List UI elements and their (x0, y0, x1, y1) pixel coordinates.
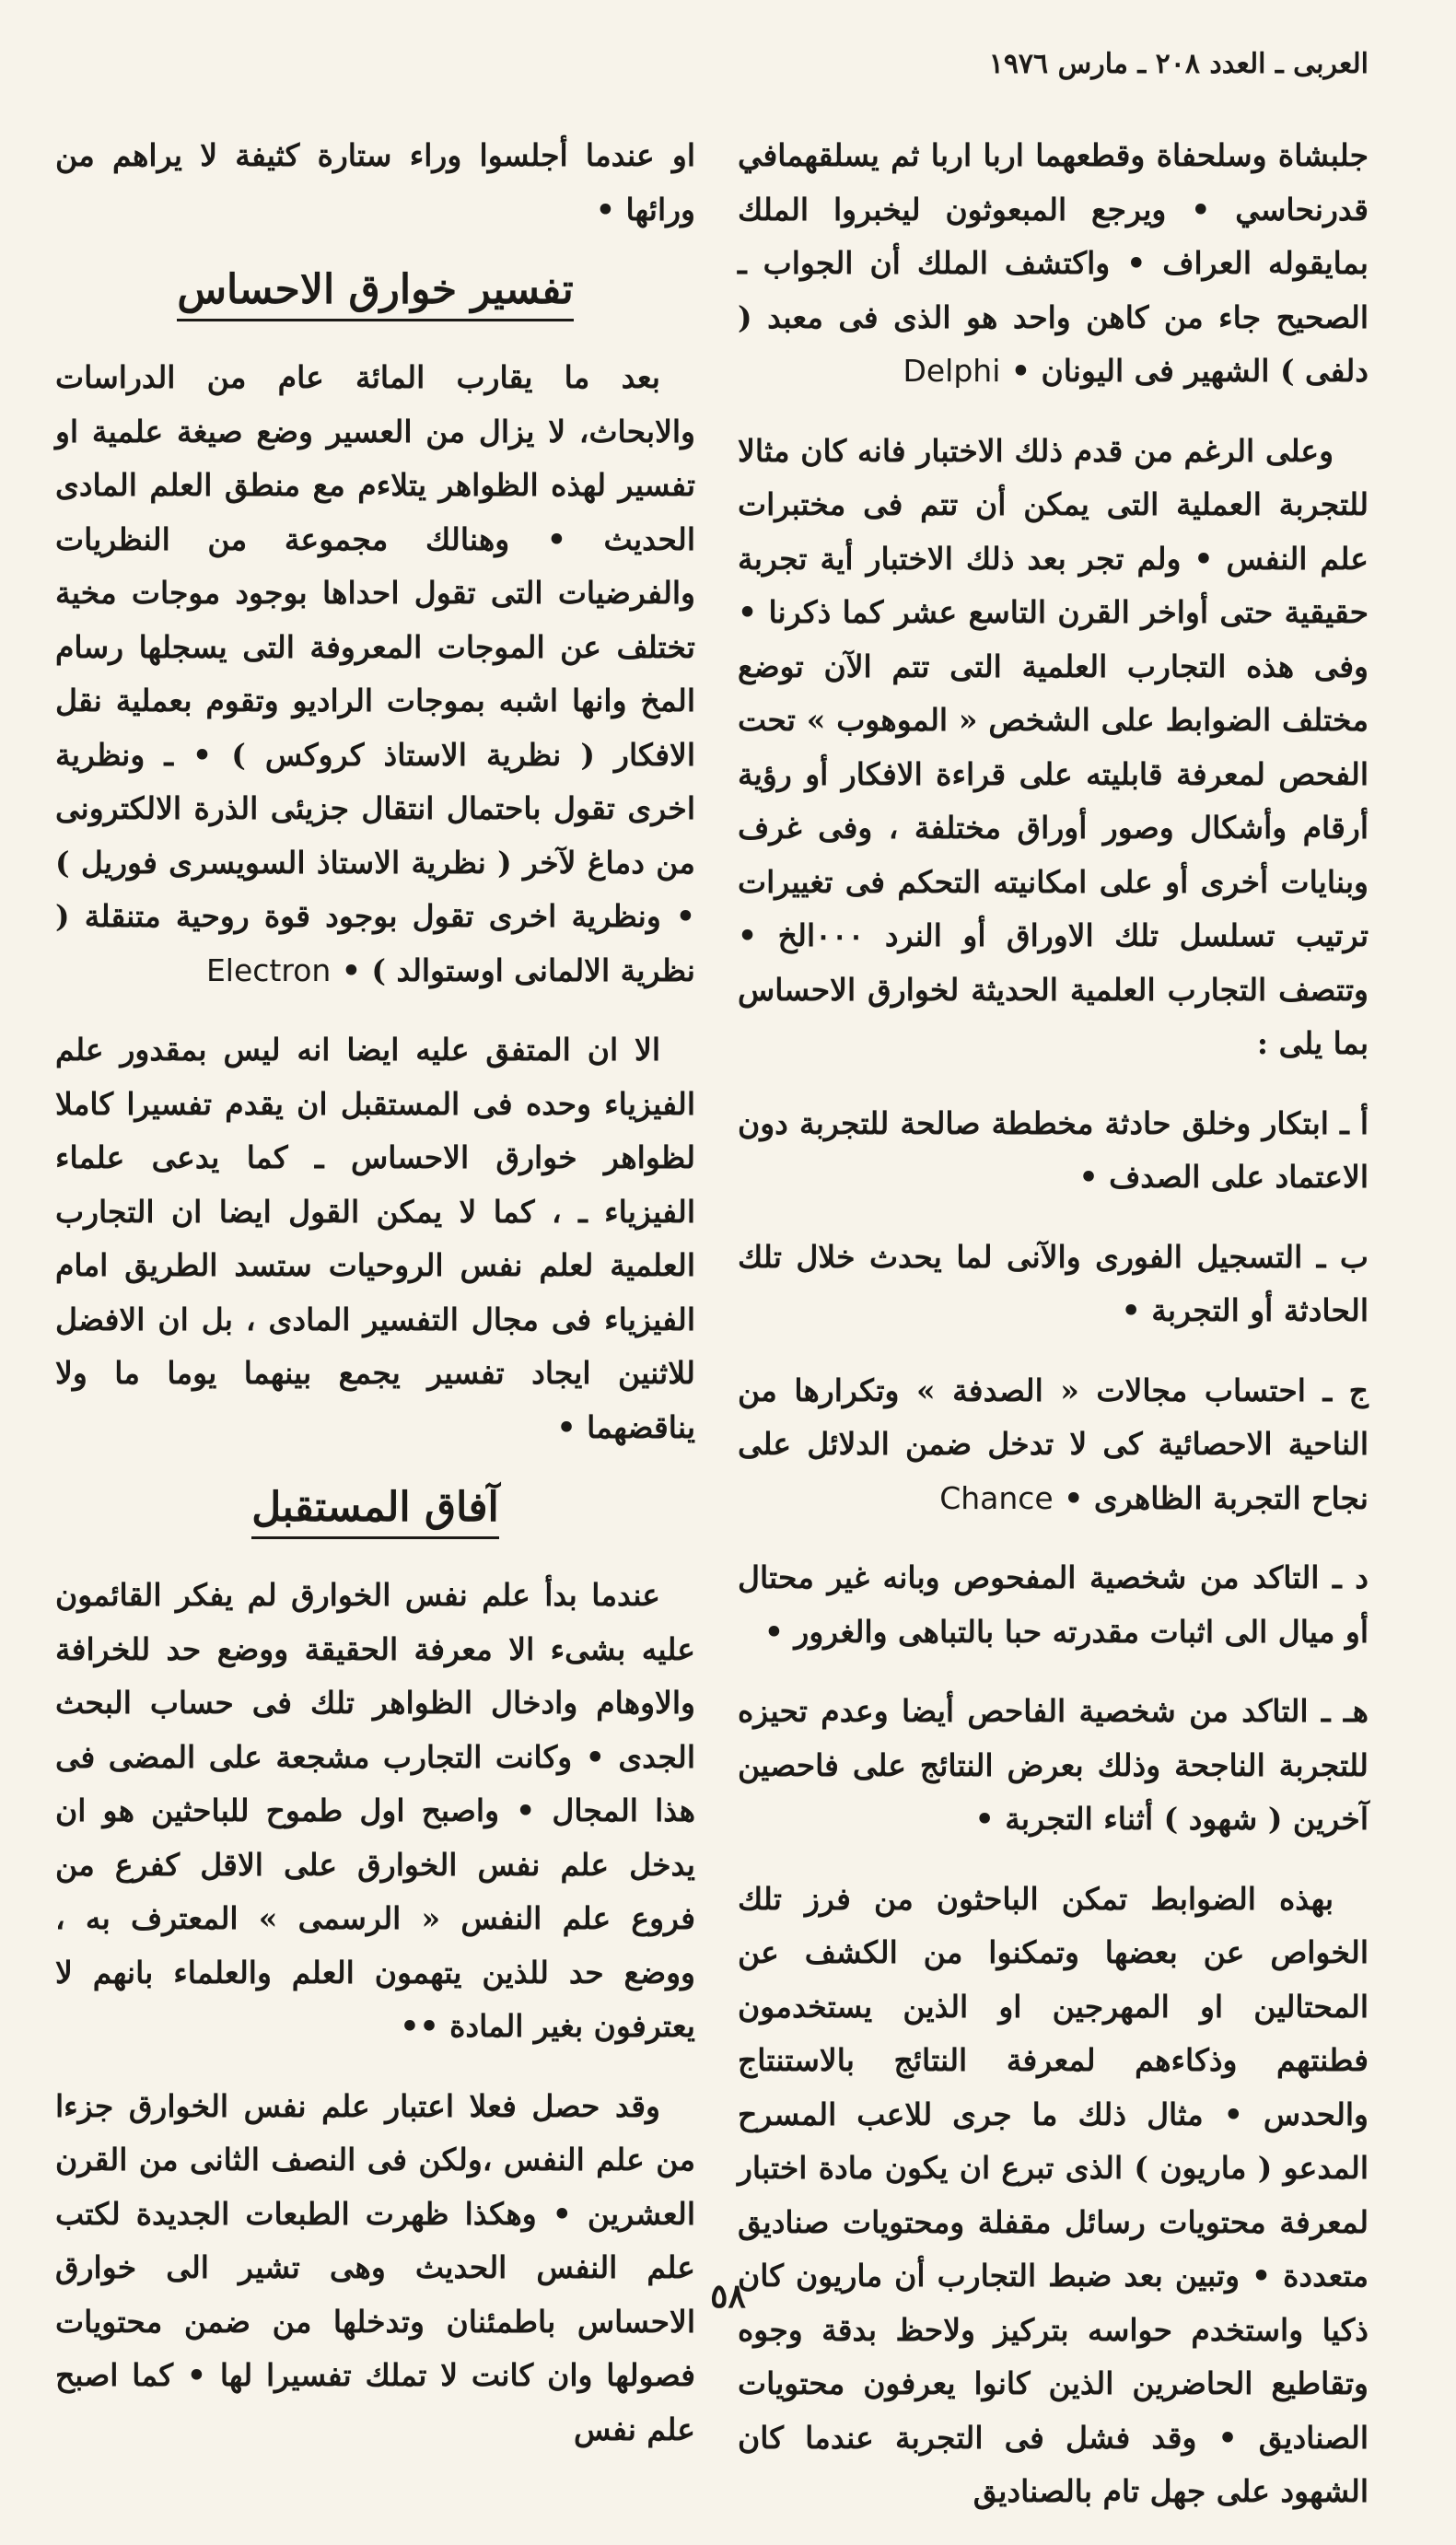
paragraph-continued: او عندما أجلسوا وراء ستارة كثيفة لا يراهم من ورائها • (55, 137, 695, 228)
paragraph-theories (55, 351, 695, 998)
page-number: ٥٨ (710, 2277, 746, 2316)
left-column (55, 129, 695, 2482)
latin-term-chance: Chance (939, 1479, 1054, 1516)
section-heading-interpretation (55, 263, 695, 318)
latin-term-delphi: Delphi (903, 353, 1001, 389)
section-heading-interpretation-text: تفسير خوارق الاحساس (177, 266, 573, 321)
paragraph-1 (738, 129, 1369, 399)
list-item-a: أ ـ ابتكار وخلق حادثة مخططة صالحة للتجربة دون الاعتماد على الصدف • (738, 1104, 1369, 1195)
paragraph-3: بهذه الضوابط تمكن الباحثون من فرز تلك الخواص عن بعضها وتمكنوا من الكشف عن المحتالين او المهرجين او الذين يستخدمون فطنتهم وذكاءهم لمعرفة النتائج بالاستنتاج والحدس • مثال ذلك ما جرى للاعب المسرح المدعو ( ماريون ) الذى تبرع ان يكون مادة اختبار لمعرفة محتويات رسائل مقفلة ومحتويات صناديق متعددة • وتبين بعد ضبط التجارب أن ماريون كان ذكيا واستخدم حواسه بتركيز ولاحظ بدقة وجوه وتقاطيع الحاضرين الذين كانوا يعرفون محتويات الصناديق • وقد فشل فى التجربة عندما كان الشهود على جهل تام بالصناديق (738, 1880, 1369, 2509)
list-item-d: د ـ التاكد من شخصية المفحوص وبانه غير محتال أو ميال الى اثبات مقدرته حبا بالتباهى والغرور • (738, 1559, 1369, 1650)
list-item-c-text: ج ـ احتساب مجالات « الصدفة » وتكرارها من الناحية الاحصائية كى لا تدخل ضمن الدلائل على نجاح التجربة الظاهرى • (738, 1372, 1369, 1516)
list-item-e: هـ ـ التاكد من شخصية الفاحص أيضا وعدم تحيزه للتجربة الناجحة وذلك بعرض النتائج على فاحصين آخرين ( شهود ) أثناء التجربة • (738, 1693, 1369, 1837)
section-heading-future-text: آفاق المستقبل (251, 1484, 499, 1539)
list-item-b: ب ـ التسجيل الفورى والآنى لما يحدث خلال تلك الحادثة أو التجربة • (738, 1238, 1369, 1328)
latin-term-electron: Electron (205, 951, 332, 988)
paragraph-future-2: وقد حصل فعلا اعتبار علم نفس الخوارق جزءا من علم النفس ،ولكن فى النصف الثانى من القرن العشرين • وهكذا ظهرت الطبعات الجديدة لكتب علم النفس الحديث وهى تشير الى خوارق الاحساس باطمئنان وتدخلها من ضمن محتويات فصولها وان كانت لا تملك تفسيرا لها • كما اصبح علم نفس (55, 2087, 695, 2447)
list-item-c (738, 1364, 1369, 1526)
paragraph-1-text: جلبشاة وسلحفاة وقطعهما اربا اربا ثم يسلقهمافي قدرنحاسي • ويرجع المبعوثون ليخبروا الملك بمايقوله العراف • واكتشف الملك أن الجواب ـ الصحيح جاء من كاهن واحد هو الذى فى معبد ( دلفى ) الشهير فى اليونان • (738, 137, 1369, 389)
running-header: العربى ـ العدد ٢٠٨ ـ مارس ١٩٧٦ (988, 48, 1369, 80)
paragraph-2: وعلى الرغم من قدم ذلك الاختبار فانه كان مثالا للتجربة العملية التى يمكن أن تتم فى مختبرات علم النفس • ولم تجر بعد ذلك الاختبار أية تجربة حقيقية حتى أواخر القرن التاسع عشر كما ذكرنا • وفى هذه التجارب العلمية التى تتم الآن توضع مختلف الضوابط على الشخص « الموهوب » تحت الفحص لمعرفة قابليته على قراءة الافكار أو رؤية أرقام وأشكال وصور أوراق مختلفة ، وفى غرف وبنايات أخرى أو على امكانيته التحكم فى تغييرات ترتيب تسلسل تلك الاوراق أو النرد ٠٠٠الخ • وتتصف التجارب العلمية الحديثة لخوارق الاحساس بما يلى : (738, 432, 1369, 1061)
section-heading-future (55, 1480, 695, 1535)
paragraph-theories-text: بعد ما يقارب المائة عام من الدراسات والابحاث، لا يزال من العسير وضع صيغة علمية او تفسير لهذه الظواهر يتلاءم مع منطق العلم المادى الحديث • وهنالك مجموعة من النظريات والفرضيات التى تقول احداها بوجود موجات مخية تختلف عن الموجات المعروفة التى يسجلها رسام المخ وانها اشبه بموجات الراديو وتقوم بعملية نقل الافكار ( نظرية الاستاذ كروكس ) • ـ ونظرية اخرى تقول باحتمال انتقال جزيئى الذرة الالكترونى من دماغ لآخر ( نظرية الاستاذ السويسرى فوريل ) • ونظرية اخرى تقول بوجود قوة روحية متنقلة ( نظرية الالمانى اوستوالد ) • (55, 359, 695, 988)
right-column (738, 129, 1369, 2545)
paragraph-physics: الا ان المتفق عليه ايضا انه ليس بمقدور علم الفيزياء وحده فى المستقبل ان يقدم تفسيرا كاملا لظواهر خوارق الاحساس ـ كما يدعى علماء الفيزياء ـ ، كما لا يمكن القول ايضا ان التجارب العلمية لعلم نفس الروحيات ستسد الطريق امام الفيزياء فى مجال التفسير المادى ، بل ان الافضل للاثنين ايجاد تفسير يجمع بينهما يوما ما ولا يناقضهما • (55, 1032, 695, 1445)
paragraph-future-1: عندما بدأ علم نفس الخوارق لم يفكر القائمون عليه بشىء الا معرفة الحقيقة ووضع حد للخرافة والاوهام وادخال الظواهر تلك فى حساب البحث الجدى • وكانت التجارب مشجعة على المضى فى هذا المجال • واصبح اول طموح للباحثين هو ان يدخل علم نفس الخوارق على الاقل كفرع من فروع علم النفس « الرسمى » المعترف به ، ووضع حد للذين يتهمون العلم والعلماء بانهم لا يعترفون بغير المادة •• (55, 1577, 695, 2044)
